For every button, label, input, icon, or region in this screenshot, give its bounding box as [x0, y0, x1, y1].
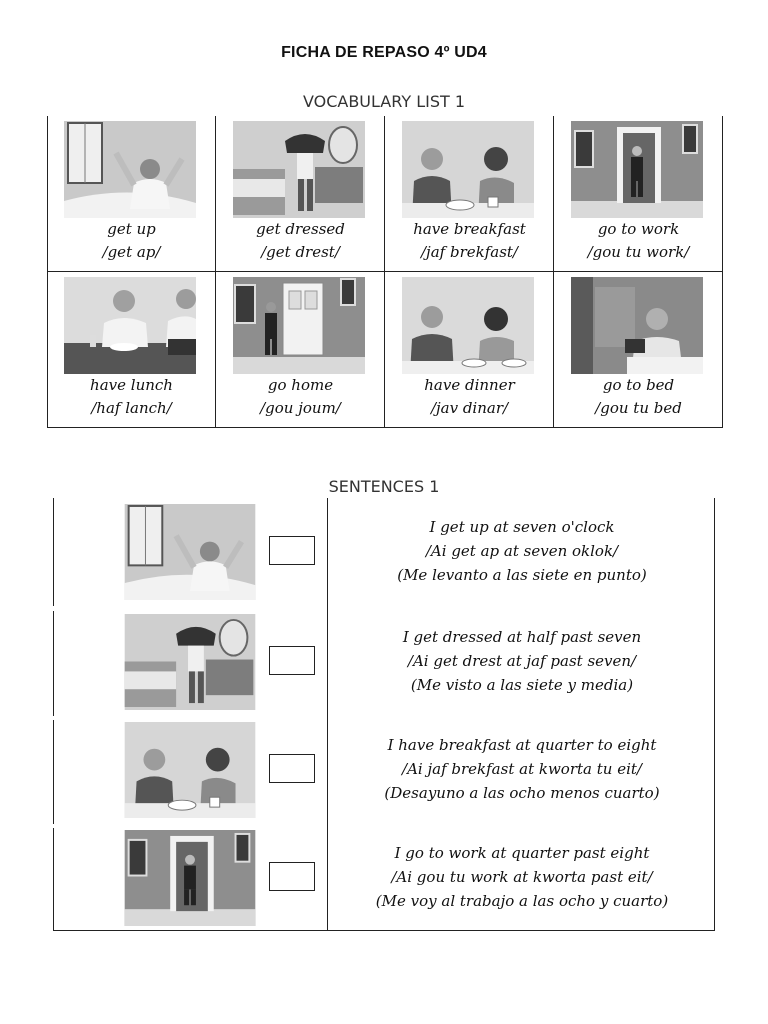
vocab-word: go home	[267, 376, 334, 394]
vocab-card	[216, 272, 385, 428]
answer-box[interactable]	[269, 862, 315, 891]
go-home-illustration	[233, 277, 365, 374]
sentence-pronunciation: /Ai get drest at jaf past seven/	[407, 652, 637, 670]
vocab-pronunciation: /jav dinar/	[430, 399, 509, 417]
vocab-pronunciation: /get ap/	[102, 243, 161, 261]
have-breakfast-illustration	[402, 121, 534, 218]
worksheet-title: FICHA DE REPASO 4º UD4	[281, 44, 487, 61]
vocab-pronunciation: /gou tu bed	[595, 399, 682, 417]
sentence-spanish: (Desayuno a las ocho menos cuarto)	[384, 784, 660, 802]
vocab-word: have breakfast	[413, 220, 526, 238]
sentence-english: I have breakfast at quarter to eight	[387, 736, 657, 754]
answer-box[interactable]	[269, 646, 315, 675]
get-up-illustration	[64, 121, 196, 218]
vocab-card	[47, 116, 216, 272]
vocab-word: have lunch	[90, 376, 173, 394]
vocab-pronunciation: /jaf brekfast/	[421, 243, 518, 261]
sentence-english: I get dressed at half past seven	[402, 628, 642, 646]
sentence-pronunciation: /Ai get ap at seven oklok/	[425, 542, 619, 560]
sentence-spanish: (Me visto a las siete y media)	[410, 676, 634, 694]
sentence-english: I go to work at quarter past eight	[394, 844, 650, 862]
get-dressed-illustration	[124, 614, 256, 710]
vocab-card	[554, 272, 723, 428]
go-to-work-illustration	[571, 121, 703, 218]
vocabulary-title: VOCABULARY LIST 1	[302, 92, 466, 111]
vocab-pronunciation: /get drest/	[261, 243, 340, 261]
have-lunch-illustration	[64, 277, 196, 374]
vocab-pronunciation: /gou tu work/	[587, 243, 690, 261]
go-to-work-illustration	[124, 830, 256, 926]
sentence-row	[53, 498, 715, 606]
sentence-spanish: (Me levanto a las siete en punto)	[397, 566, 647, 584]
have-breakfast-illustration	[124, 722, 256, 818]
vocab-card	[554, 116, 723, 272]
get-up-illustration	[124, 504, 256, 600]
sentence-pronunciation: /Ai gou tu work at kworta past eit/	[391, 868, 653, 886]
sentence-pronunciation: /Ai jaf brekfast at kworta tu eit/	[402, 760, 642, 778]
answer-box[interactable]	[269, 754, 315, 783]
sentence-row	[53, 608, 715, 716]
vocab-word: have dinner	[424, 376, 515, 394]
go-to-bed-illustration	[571, 277, 703, 374]
sentences-title: SENTENCES 1	[328, 477, 440, 496]
sentence-row	[53, 824, 715, 932]
sentence-english: I get up at seven o'clock	[429, 518, 615, 536]
answer-box[interactable]	[269, 536, 315, 565]
vocab-word: go to bed	[602, 376, 675, 394]
vocab-word: go to work	[597, 220, 680, 238]
vocab-pronunciation: /gou joum/	[260, 399, 341, 417]
vocab-word: get up	[107, 220, 156, 238]
vocab-card	[216, 116, 385, 272]
vocabulary-grid	[47, 116, 723, 428]
vocab-pronunciation: /haf lanch/	[91, 399, 172, 417]
vocab-card	[385, 116, 554, 272]
sentence-spanish: (Me voy al trabajo a las ocho y cuarto)	[375, 892, 669, 910]
vocab-card	[47, 272, 216, 428]
vocab-card	[385, 272, 554, 428]
sentences-table	[53, 498, 715, 931]
get-dressed-illustration	[233, 121, 365, 218]
sentence-row	[53, 716, 715, 824]
vocab-word: get dressed	[256, 220, 345, 238]
have-dinner-illustration	[402, 277, 534, 374]
